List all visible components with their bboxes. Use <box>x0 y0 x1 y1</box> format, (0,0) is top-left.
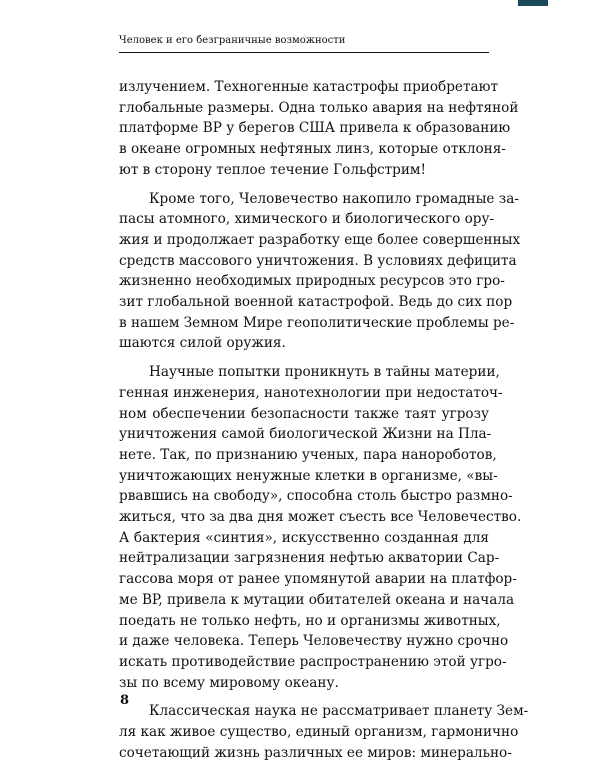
running-header: Человек и его безграничные возможности <box>119 35 346 46</box>
text-line: ном обеспечении безопасности также таят угрозу <box>119 405 489 422</box>
text-line: сочетающий жизнь различных ее миров: минерально- <box>119 744 512 761</box>
paragraph-1 <box>119 77 519 181</box>
text-line: пасы атомного, химического и биологического ору- <box>119 211 495 228</box>
text-line: ют в сторону теплое течение Гольфстрим! <box>119 161 426 178</box>
text-line: рвавшись на свободу», способна столь быстро размно- <box>119 488 513 505</box>
text-line: излучением. Техногенные катастрофы приобретают <box>119 79 498 95</box>
text-line: Классическая наука не рассматривает планету Зем- <box>149 703 529 720</box>
text-line: зит глобальной военной катастрофой. Ведь до сих пор <box>119 294 513 311</box>
text-line: поедать не только нефть, но и организмы животных, <box>119 612 501 629</box>
text-line: в океане огромных нефтяных линз, которые отклоня- <box>119 141 506 158</box>
body-text <box>119 77 529 772</box>
text-line: средств массового уничтожения. В условиях дефицита <box>119 252 517 269</box>
text-line: шаются силой оружия. <box>119 335 286 352</box>
text-line: уничтожения самой биологической Жизни на Пла- <box>119 426 492 443</box>
text-line: ля как живое существо, единый организм, гармонично <box>119 724 519 741</box>
text-line: нейтрализации загрязнения нефтью акватории Сар- <box>119 550 500 567</box>
text-line: уничтожающих ненужные клетки в организме, «вы- <box>119 467 498 484</box>
text-line: зы по всему мировому океану. <box>119 674 339 691</box>
text-line: Научные попытки проникнуть в тайны материи, <box>149 364 500 381</box>
text-line: и даже человека. Теперь Человечеству нужно срочно <box>119 633 509 650</box>
text-line: искать противодействие распространению этой угро- <box>119 653 507 670</box>
page-number: 8 <box>120 693 130 708</box>
text-line: А бактерия «синтия», искусственно созданная для <box>119 529 489 546</box>
header-rule <box>119 52 489 53</box>
text-line: ме BP, привела к мутации обитателей океана и начала <box>119 591 515 608</box>
text-line: нете. Так, по признанию ученых, пара нанороботов, <box>119 446 497 463</box>
text-line: платформе BP у берегов США привела к образованию <box>119 120 511 137</box>
text-line: жия и продолжает разработку еще более совершенных <box>119 231 521 248</box>
text-line: Кроме того, Человечество накопило громадные за- <box>149 190 519 207</box>
corner-color-mark <box>518 0 548 6</box>
text-line: глобальные размеры. Одна только авария на нефтяной <box>119 99 519 116</box>
paragraph-3 <box>119 362 522 693</box>
paragraph-2 <box>119 189 521 355</box>
text-line: гассова моря от ранее упомянутой аварии на платфор- <box>119 571 517 588</box>
paragraph-4 <box>119 701 529 763</box>
text-line: житься, что за два дня может съесть все Человечество. <box>119 509 522 526</box>
text-line: жизненно необходимых природных ресурсов это гро- <box>119 273 505 290</box>
text-line: генная инженерия, нанотехнологии при недостаточ- <box>119 384 503 401</box>
text-line: в нашем Земном Мире геополитические проблемы ре- <box>119 314 515 331</box>
